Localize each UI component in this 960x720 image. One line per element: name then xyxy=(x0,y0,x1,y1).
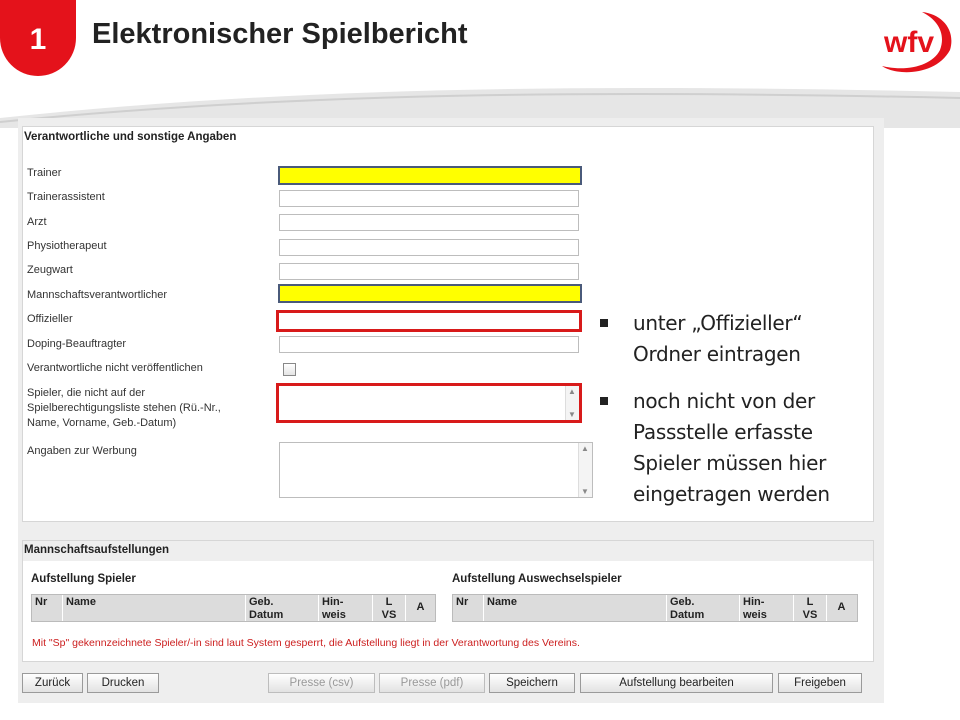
col-geb xyxy=(246,595,319,621)
not-publish-checkbox[interactable] xyxy=(283,363,296,376)
label-physiotherapeut: Physiotherapeut xyxy=(27,240,107,252)
scroll-up-icon[interactable]: ▲ xyxy=(568,387,576,396)
col-l-line-1: L xyxy=(385,596,393,608)
bullet-1-line-1: unter „Offizieller“ xyxy=(633,311,803,335)
col-a: A xyxy=(416,601,425,613)
col-geb xyxy=(667,595,740,621)
label-spieler-line-1: Spieler, die nicht auf der xyxy=(27,387,146,399)
bullet-2-line-2: Passstelle erfasste xyxy=(633,420,813,444)
col-hin-line-2: weis xyxy=(322,609,346,621)
scroll-down-icon[interactable]: ▼ xyxy=(581,487,589,496)
label-offizieller: Offizieller xyxy=(27,313,73,325)
scroll-down-icon[interactable]: ▼ xyxy=(568,410,576,419)
release-button[interactable]: Freigeben xyxy=(778,673,862,693)
slide-number: 1 xyxy=(29,23,47,56)
logo-text: wfv xyxy=(884,26,935,59)
bullet-square-icon xyxy=(600,319,608,327)
press-csv-button[interactable]: Presse (csv) xyxy=(268,673,375,693)
label-spieler-line-3: Name, Vorname, Geb.-Datum) xyxy=(27,417,177,429)
col-geb-line-1: Geb. xyxy=(249,596,274,608)
physiotherapeut-input[interactable] xyxy=(279,239,579,256)
col-hin-line-2: weis xyxy=(743,609,767,621)
col-l-line-2: VS xyxy=(802,609,818,621)
arzt-input[interactable] xyxy=(279,214,579,231)
label-trainerassistent: Trainerassistent xyxy=(27,191,105,203)
label-spieler-line-2: Spielberechtigungsliste stehen (Rü.-Nr., xyxy=(27,402,221,414)
col-nr: Nr xyxy=(32,595,63,621)
werbung-textarea[interactable] xyxy=(279,442,593,498)
bullet-1-line-2: Ordner eintragen xyxy=(633,342,801,366)
col-l-line-2: VS xyxy=(381,609,397,621)
col-nr: Nr xyxy=(453,595,484,621)
label-not-publish: Verantwortliche nicht veröffentlichen xyxy=(27,362,203,374)
label-trainer: Trainer xyxy=(27,167,62,179)
mannschaftsverantwortlicher-input[interactable] xyxy=(278,284,582,303)
label-mannschaftsverantwortlicher: Mannschaftsverantwortlicher xyxy=(27,289,168,301)
textarea-scrollbar[interactable] xyxy=(565,386,579,420)
doping-beauftragter-input[interactable] xyxy=(279,336,579,353)
col-hinweis xyxy=(740,595,794,621)
textarea-scrollbar[interactable] xyxy=(578,443,592,497)
annotation-bullets xyxy=(598,308,868,526)
bullet-players xyxy=(598,386,868,510)
slide-number-badge xyxy=(0,0,76,76)
press-pdf-button[interactable]: Presse (pdf) xyxy=(379,673,485,693)
col-name: Name xyxy=(63,595,246,621)
bullet-2-line-1: noch nicht von der xyxy=(633,389,815,413)
wfv-logo xyxy=(876,10,956,76)
unregistered-players-textarea[interactable] xyxy=(276,383,582,423)
col-hinweis xyxy=(319,595,373,621)
bullet-2-line-3: Spieler müssen hier xyxy=(633,451,827,475)
subs-title: Aufstellung Auswechselspieler xyxy=(452,573,622,585)
col-geb-line-2: Datum xyxy=(249,609,284,621)
form-section-title: Verantwortliche und sonstige Angaben xyxy=(24,131,237,143)
col-hin-line-1: Hin- xyxy=(743,596,765,608)
players-title: Aufstellung Spieler xyxy=(31,573,136,585)
col-hin-line-1: Hin- xyxy=(322,596,344,608)
col-geb-line-2: Datum xyxy=(670,609,705,621)
edit-lineup-button[interactable]: Aufstellung bearbeiten xyxy=(580,673,773,693)
scroll-up-icon[interactable]: ▲ xyxy=(581,444,589,453)
blocked-players-note: Mit "Sp" gekennzeichnete Spieler/-in sind laut System gesperrt, die Aufstellung liegt in der Verantwortung des Vereins. xyxy=(32,637,580,649)
save-button[interactable]: Speichern xyxy=(489,673,575,693)
trainer-input[interactable] xyxy=(278,166,582,185)
col-name: Name xyxy=(484,595,667,621)
col-lvs xyxy=(373,595,406,621)
lineup-section-title: Mannschaftsaufstellungen xyxy=(24,544,170,556)
subs-table-header xyxy=(452,594,858,622)
print-button[interactable]: Drucken xyxy=(87,673,159,693)
trainerassistent-input[interactable] xyxy=(279,190,579,207)
page-title: Elektronischer Spielbericht xyxy=(92,18,468,50)
bullet-square-icon xyxy=(600,397,608,405)
label-zeugwart: Zeugwart xyxy=(27,264,73,276)
col-l-line-1: L xyxy=(806,596,814,608)
bullet-2-line-4: eingetragen werden xyxy=(633,482,830,506)
back-button[interactable]: Zurück xyxy=(22,673,83,693)
zeugwart-input[interactable] xyxy=(279,263,579,280)
label-doping-beauftragter: Doping-Beauftragter xyxy=(27,338,127,350)
col-a: A xyxy=(837,601,846,613)
label-werbung: Angaben zur Werbung xyxy=(27,445,137,457)
offizieller-input[interactable] xyxy=(276,310,582,332)
col-lvs xyxy=(794,595,827,621)
bullet-offizieller xyxy=(598,308,868,370)
label-arzt: Arzt xyxy=(27,216,47,228)
col-geb-line-1: Geb. xyxy=(670,596,695,608)
players-table-header xyxy=(31,594,436,622)
